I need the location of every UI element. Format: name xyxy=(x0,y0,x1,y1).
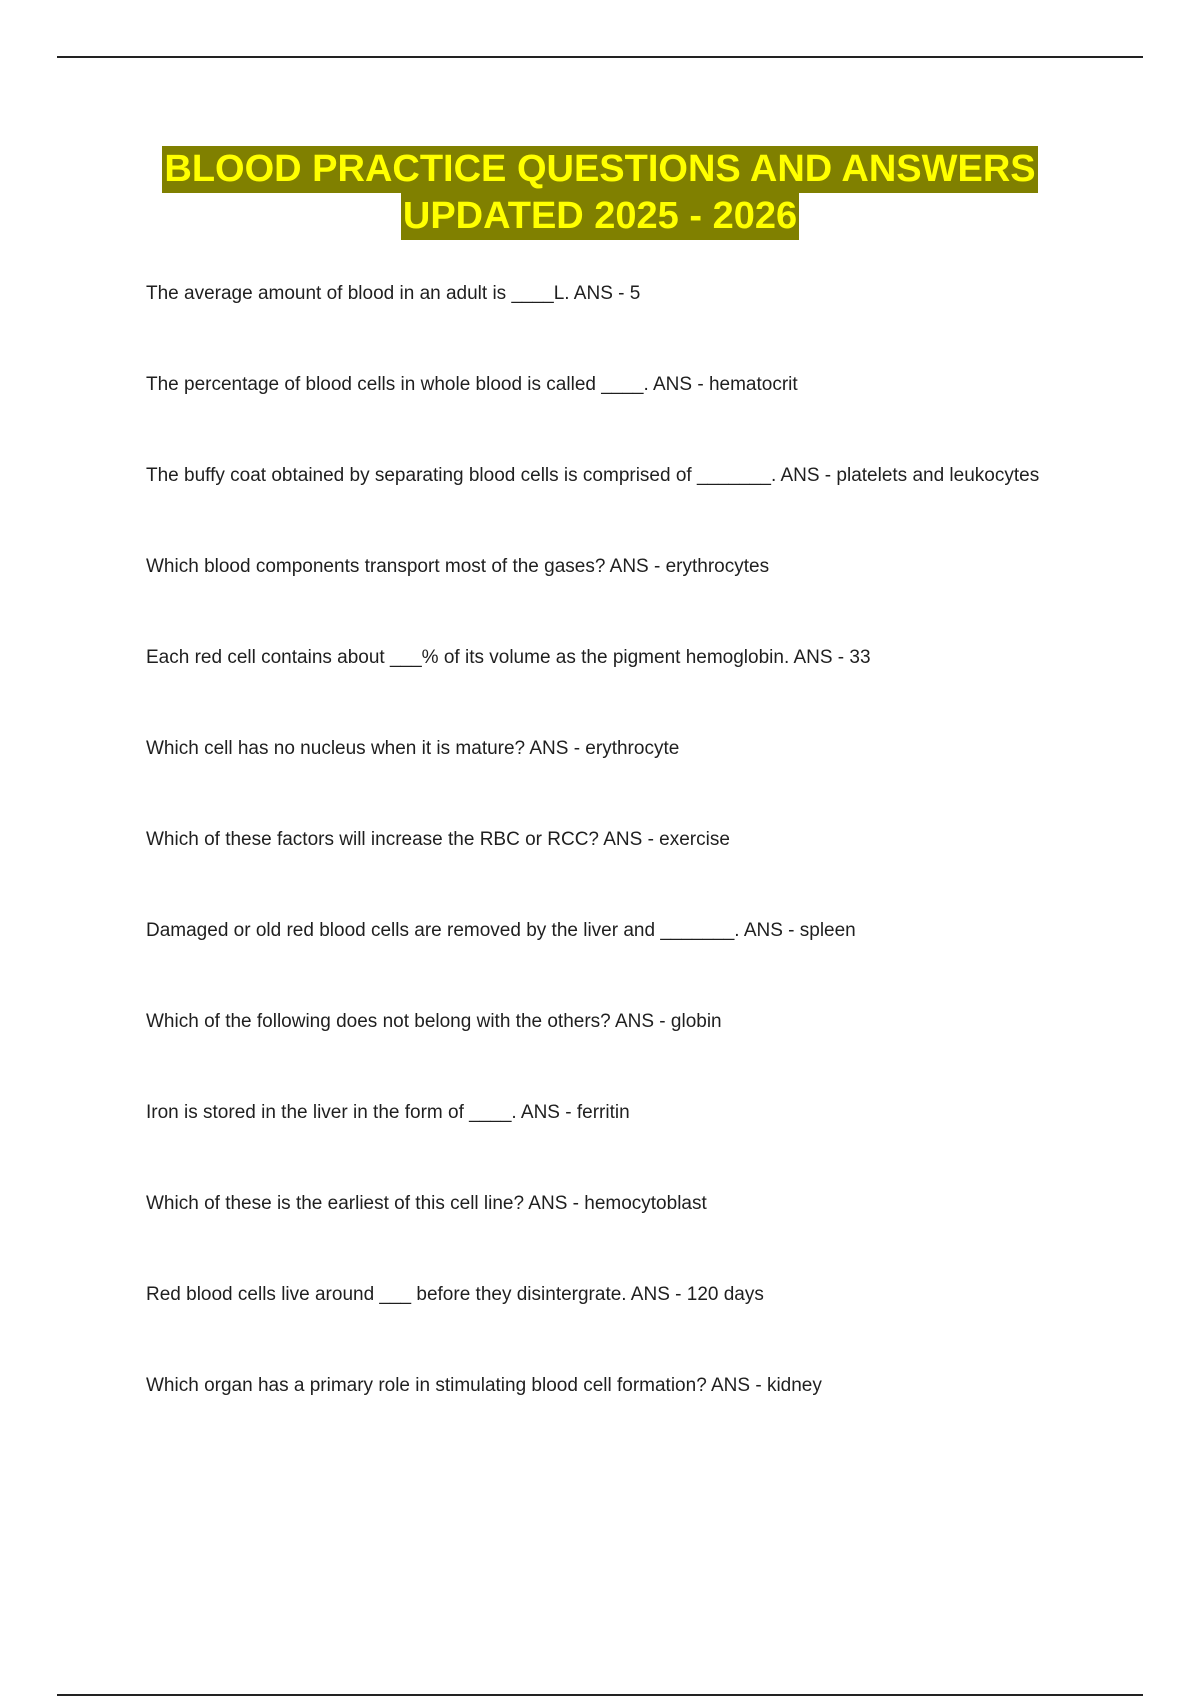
question-item: Which organ has a primary role in stimulating blood cell formation? ANS - kidney xyxy=(146,1375,822,1396)
question-item: The percentage of blood cells in whole blood is called ____. ANS - hematocrit xyxy=(146,374,798,395)
top-divider xyxy=(57,56,1143,58)
question-item: The average amount of blood in an adult is ____L. ANS - 5 xyxy=(146,283,641,304)
question-item: The buffy coat obtained by separating blood cells is comprised of _______. ANS - platelets and leukocytes xyxy=(146,465,1040,486)
question-item: Which of these factors will increase the RBC or RCC? ANS - exercise xyxy=(146,829,730,850)
question-item: Red blood cells live around ___ before they disintergrate. ANS - 120 days xyxy=(146,1284,764,1305)
document-title xyxy=(0,146,1200,240)
question-item: Which of these is the earliest of this cell line? ANS - hemocytoblast xyxy=(146,1193,707,1214)
question-item: Which blood components transport most of the gases? ANS - erythrocytes xyxy=(146,556,770,577)
question-item: Each red cell contains about ___% of its volume as the pigment hemoglobin. ANS - 33 xyxy=(146,647,871,668)
question-list xyxy=(146,280,1146,1463)
question-item: Which of the following does not belong with the others? ANS - globin xyxy=(146,1011,722,1032)
question-item: Which cell has no nucleus when it is mature? ANS - erythrocyte xyxy=(146,738,680,759)
title-line-2: UPDATED 2025 - 2026 xyxy=(401,193,799,240)
question-item: Iron is stored in the liver in the form of ____. ANS - ferritin xyxy=(146,1102,630,1123)
question-item: Damaged or old red blood cells are removed by the liver and _______. ANS - spleen xyxy=(146,920,856,941)
bottom-divider xyxy=(57,1694,1143,1696)
title-line-1: BLOOD PRACTICE QUESTIONS AND ANSWERS xyxy=(162,146,1037,193)
